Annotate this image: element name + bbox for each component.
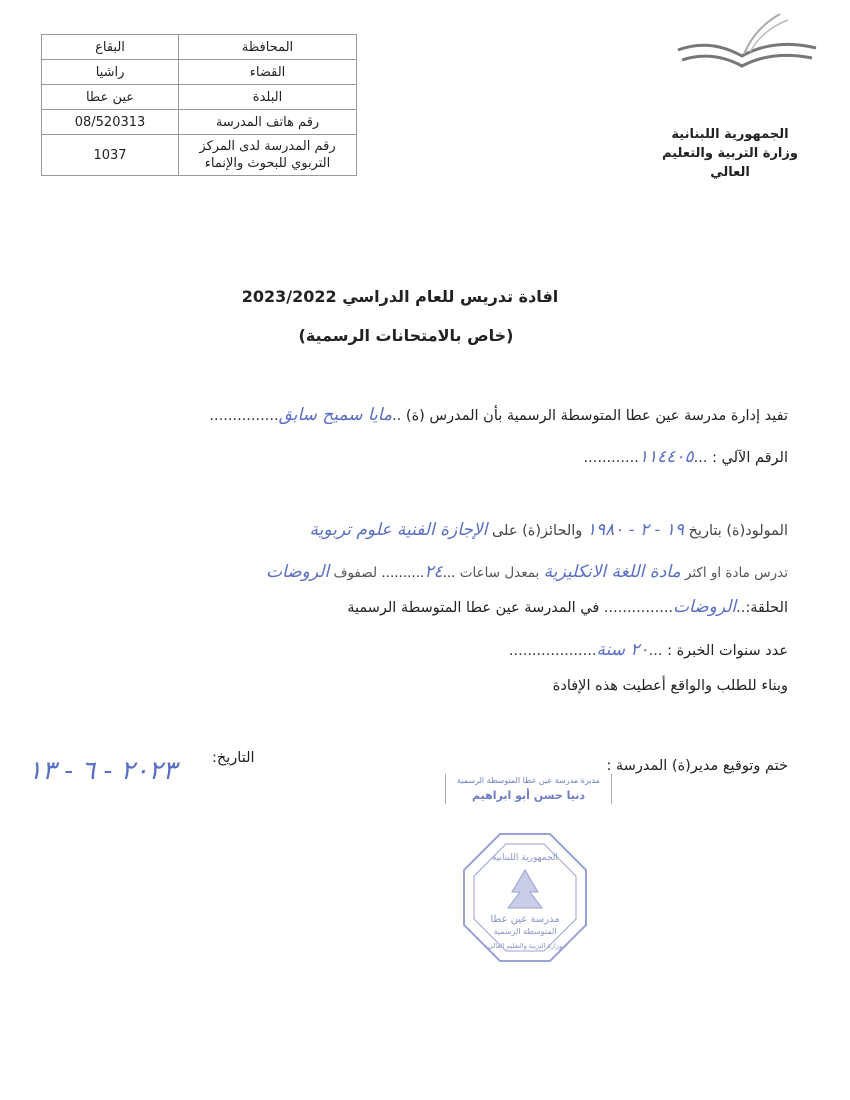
teaches-label: تدرس مادة او اكثر	[684, 565, 788, 581]
governorate-label: المحافظة	[179, 35, 357, 60]
town-label: البلدة	[179, 85, 357, 110]
director-name: دنيا حسن أبو ابراهيم	[472, 789, 585, 802]
ministry-header	[645, 125, 815, 182]
intro-text: تفيد إدارة مدرسة عين عطا المتوسطة الرسمية بأن المدرس (ة)	[405, 408, 788, 424]
id-value: ١١٤٤٠٥	[638, 447, 694, 467]
table-row	[42, 60, 357, 85]
school-label: في المدرسة عين عطا المتوسطة الرسمية	[347, 600, 600, 616]
line-experience: عدد سنوات الخبرة : ...٢٠ سنة...................	[508, 640, 788, 660]
phone-label: رقم هاتف المدرسة	[179, 110, 357, 135]
district-value: راشيا	[42, 60, 179, 85]
experience-value: ٢٠ سنة	[596, 640, 649, 660]
teacher-name: مايا سميح سابق	[278, 405, 393, 425]
id-label: الرقم الآلي :	[712, 450, 788, 466]
seal-line1-text: مدرسة عين عطا	[490, 914, 560, 925]
cycle-value: الروضات	[673, 597, 737, 617]
table-row	[42, 110, 357, 135]
date-label: التاريخ:	[212, 750, 255, 766]
hours-label: بمعدل ساعات	[459, 565, 540, 581]
line-id: الرقم الآلي : ...١١٤٤٠٥............	[583, 447, 788, 467]
seal-top-text: الجمهورية اللبنانية	[491, 853, 559, 863]
line-teacher: تفيد إدارة مدرسة عين عطا المتوسطة الرسمية بأن المدرس (ة) ..مايا سميح سابق...............	[209, 405, 788, 425]
school-info-table	[41, 34, 357, 176]
degree-value: الإجازة الفنية علوم تربوية	[309, 520, 488, 540]
director-stamp	[445, 774, 612, 804]
birth-date: ١٩ - ٢ - ١٩٨٠	[586, 520, 684, 540]
seal-label: ختم وتوقيع مدير(ة) المدرسة :	[606, 758, 788, 774]
ministry-logo	[670, 8, 825, 88]
grades-value: الروضات	[266, 562, 330, 582]
table-row	[42, 35, 357, 60]
cedar-icon	[508, 870, 542, 908]
page-subtitle: (خاص بالامتحانات الرسمية)	[298, 326, 514, 345]
town-value: عين عطا	[42, 85, 179, 110]
school-number-value: 1037	[42, 135, 179, 176]
subject-value: مادة اللغة الانكليزية	[543, 562, 681, 582]
born-label: المولود(ة) بتاريخ	[688, 523, 788, 539]
hours-value: ٢٤	[424, 562, 443, 582]
date-value: ٢٠٢٣ - ٦ - ١٣	[28, 756, 177, 786]
phone-value: 08/520313	[42, 110, 179, 135]
district-label: القضاء	[179, 60, 357, 85]
cycle-label: الحلقة:	[745, 600, 788, 616]
governorate-value: البقاع	[42, 35, 179, 60]
table-row	[42, 85, 357, 110]
experience-label: عدد سنوات الخبرة :	[667, 643, 788, 659]
seal-bottom-text: وزارة التربية والتعليم العالي	[487, 942, 563, 950]
closing-line: وبناء للطلب والواقع أعطيت هذه الإفادة	[552, 678, 788, 694]
holder-label: والحائز(ة) على	[491, 523, 583, 539]
table-row	[42, 135, 357, 176]
school-seal	[460, 830, 590, 965]
ministry-name: وزارة التربية والتعليم العالي	[662, 146, 798, 180]
school-number-label: رقم المدرسة لدى المركز التربوي للبحوث والإنماء	[179, 135, 357, 176]
seal-line2-text: المتوسطة الرسمية	[493, 927, 557, 936]
director-title: مديرة مدرسة عين عطا المتوسطة الرسمية	[457, 776, 600, 785]
republic-name: الجمهورية اللبنانية	[671, 127, 789, 142]
line-subject: تدرس مادة او اكثر مادة اللغة الانكليزية بمعدل ساعات ...٢٤.......... لصفوف الروضات	[266, 562, 788, 582]
line-birth	[309, 520, 788, 540]
page-title: افادة تدريس للعام الدراسي 2023/2022	[241, 287, 559, 306]
line-cycle: الحلقة:..الروضات............... في المدرسة عين عطا المتوسطة الرسمية	[347, 597, 788, 617]
grades-label: لصفوف	[333, 565, 378, 581]
